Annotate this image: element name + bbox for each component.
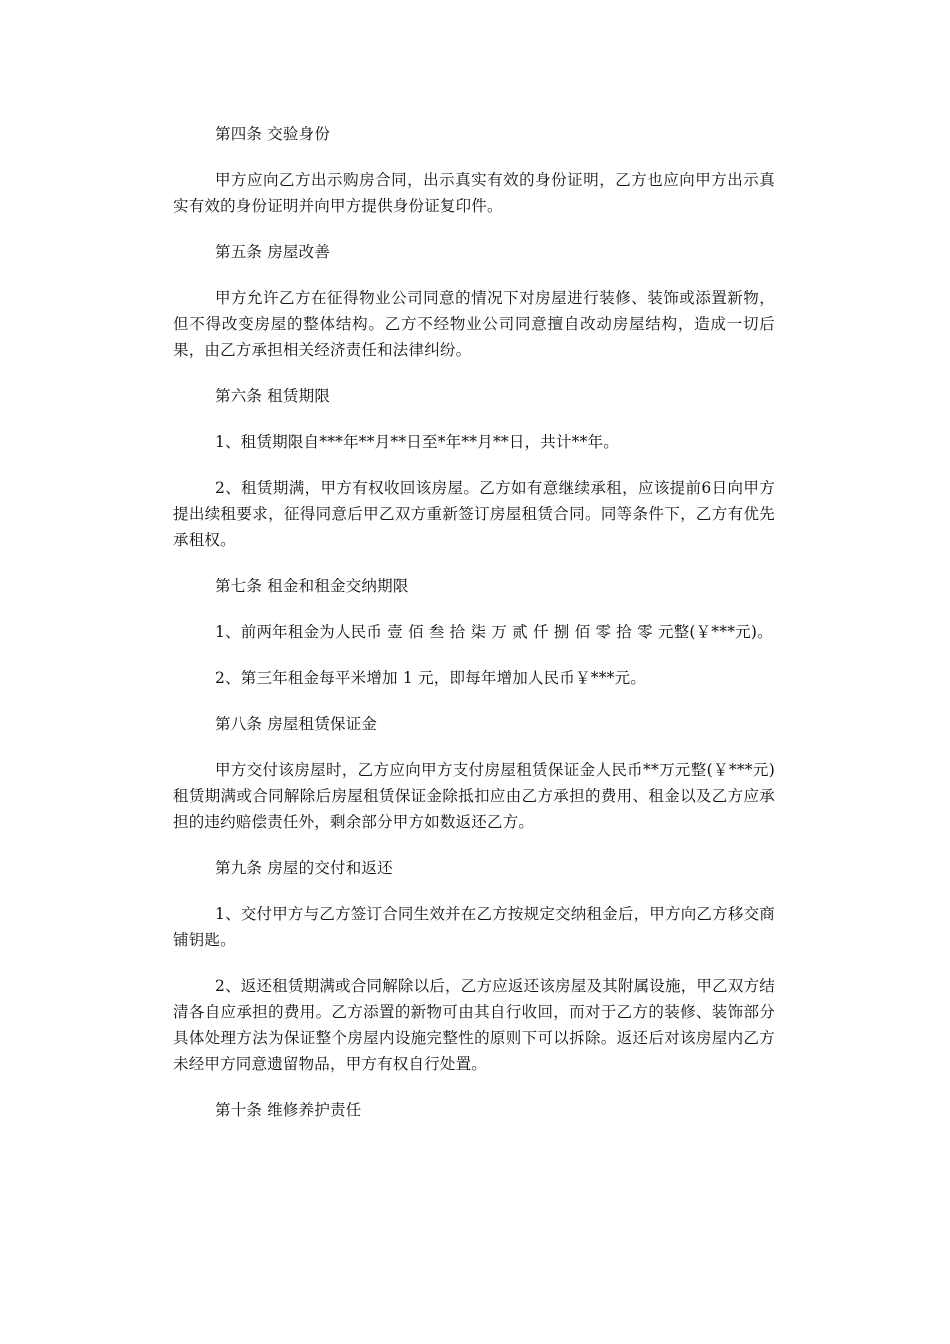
article-10-heading: 第十条 维修养护责任 xyxy=(215,1101,362,1119)
article-7-item-1: 1、前两年租金为人民币 壹 佰 叁 拾 柒 万 贰 仟 捌 佰 零 拾 零 元整(￥***元)。 xyxy=(215,623,773,641)
article-6-heading: 第六条 租赁期限 xyxy=(215,387,331,405)
article-8-heading: 第八条 房屋租赁保证金 xyxy=(215,715,378,733)
article-9-heading: 第九条 房屋的交付和返还 xyxy=(215,859,393,877)
article-6-item-2: 2、租赁期满，甲方有权收回该房屋。乙方如有意继续承租，应该提前6日向甲方提出续租要求，征得同意后甲乙双方重新签订房屋租赁合同。同等条件下，乙方有优先承租权。 xyxy=(173,479,775,549)
article-4-paragraph: 甲方应向乙方出示购房合同，出示真实有效的身份证明，乙方也应向甲方出示真实有效的身份证明并向甲方提供身份证复印件。 xyxy=(173,171,775,215)
article-7-heading: 第七条 租金和租金交纳期限 xyxy=(215,577,409,595)
document-body xyxy=(173,121,775,1143)
article-5-paragraph: 甲方允许乙方在征得物业公司同意的情况下对房屋进行装修、装饰或添置新物，但不得改变房屋的整体结构。乙方不经物业公司同意擅自改动房屋结构，造成一切后果，由乙方承担相关经济责任和法律纠纷。 xyxy=(173,289,775,359)
article-8-paragraph: 甲方交付该房屋时，乙方应向甲方支付房屋租赁保证金人民币**万元整(￥***元)租赁期满或合同解除后房屋租赁保证金除抵扣应由乙方承担的费用、租金以及乙方应承担的违约赔偿责任外，剩余部分甲方如数返还乙方。 xyxy=(173,761,775,831)
article-9-item-2: 2、返还租赁期满或合同解除以后，乙方应返还该房屋及其附属设施，甲乙双方结清各自应承担的费用。乙方添置的新物可由其自行收回，而对于乙方的装修、装饰部分具体处理方法为保证整个房屋内设施完整性的原则下可以拆除。返还后对该房屋内乙方未经甲方同意遗留物品，甲方有权自行处置。 xyxy=(173,977,775,1073)
article-9-item-1: 1、交付甲方与乙方签订合同生效并在乙方按规定交纳租金后，甲方向乙方移交商铺钥匙。 xyxy=(173,905,775,949)
article-5-heading: 第五条 房屋改善 xyxy=(215,243,331,261)
article-7-item-2: 2、第三年租金每平米增加 1 元，即每年增加人民币￥***元。 xyxy=(215,669,647,687)
article-6-item-1: 1、租赁期限自***年**月**日至*年**月**日，共计**年。 xyxy=(215,433,619,451)
article-4-heading: 第四条 交验身份 xyxy=(215,125,331,143)
